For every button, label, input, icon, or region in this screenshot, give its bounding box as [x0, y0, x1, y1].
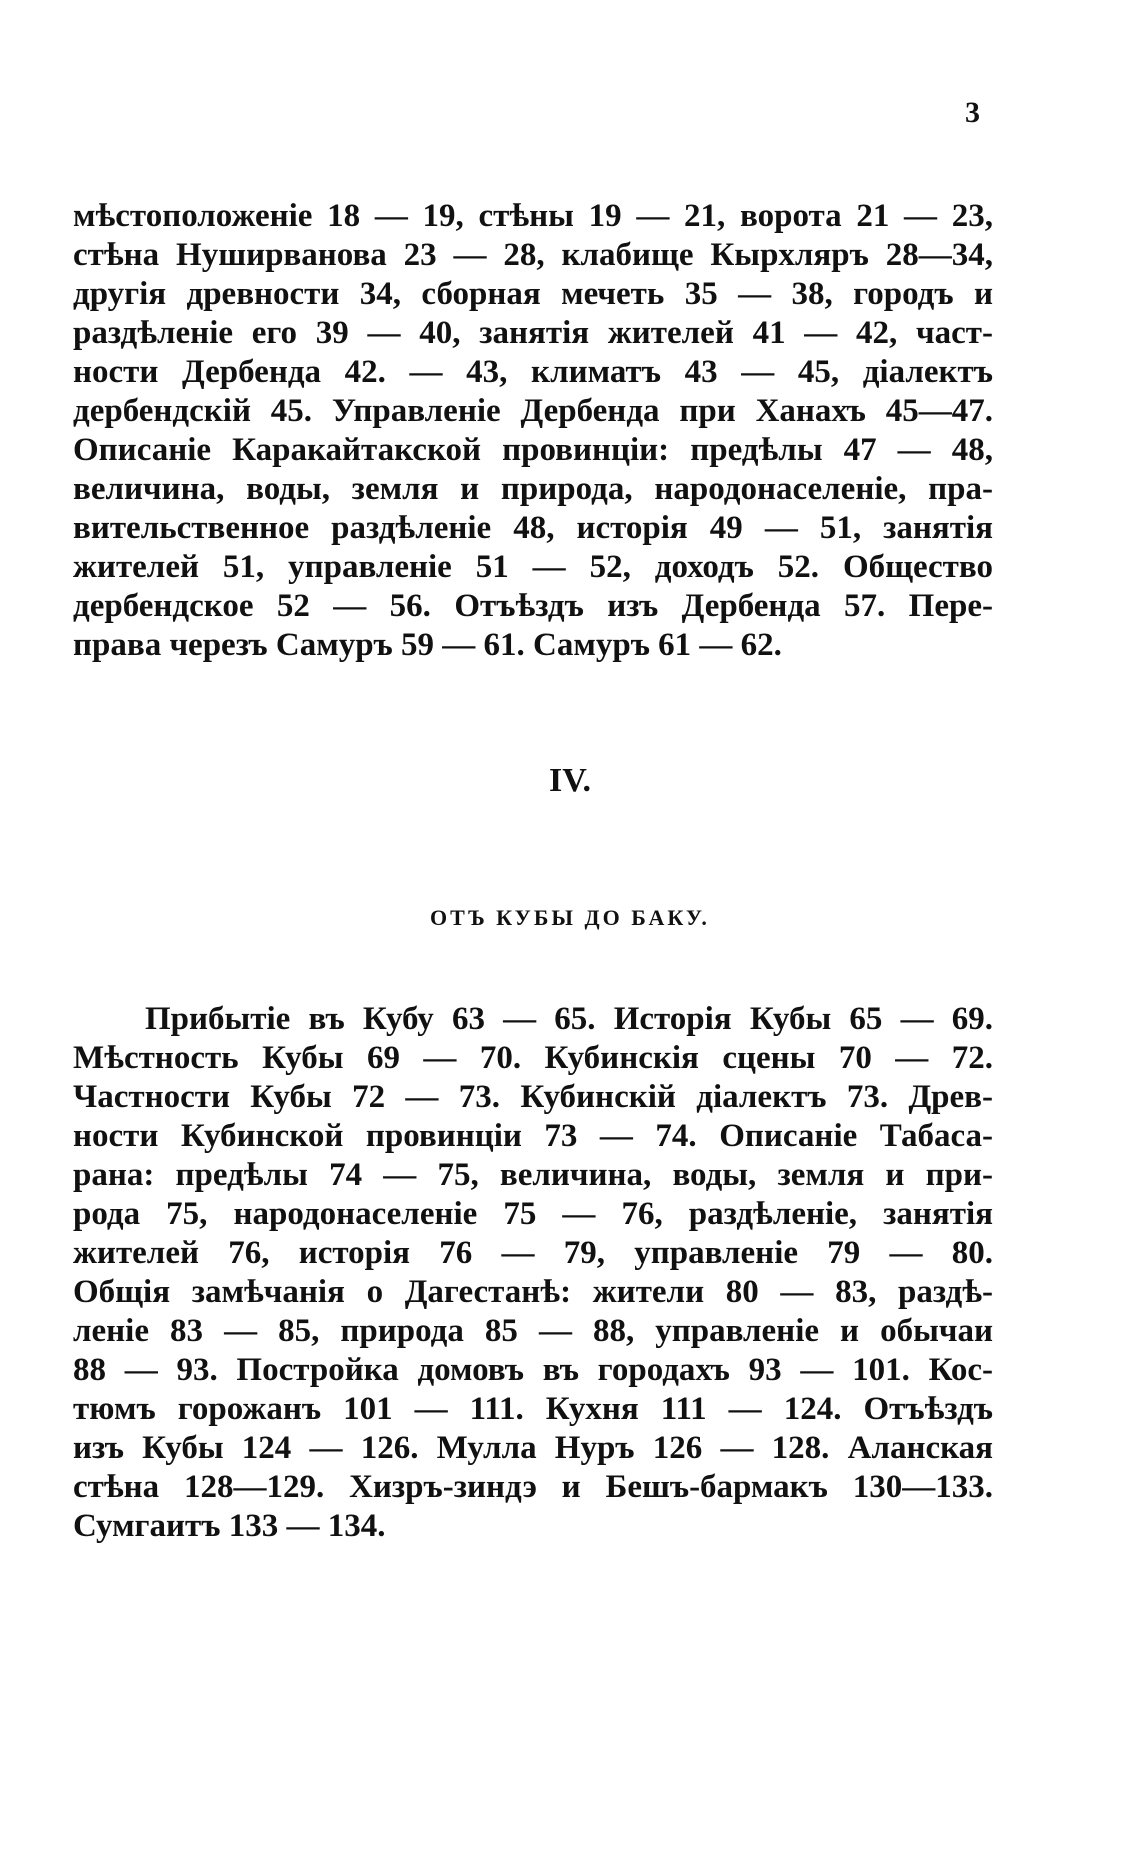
text-line: Частности Кубы 72 — 73. Кубинскій діалектъ 73. Древ-: [73, 1079, 993, 1115]
text-line: дербендскій 45. Управленіе Дербенда при Ханахъ 45—47.: [73, 393, 993, 429]
page-number: 3: [965, 96, 980, 129]
text-line: раздѣленіе его 39 — 40, занятія жителей 41 — 42, част-: [73, 315, 993, 351]
text-line: Сумгаитъ 133 — 134.: [73, 1508, 386, 1544]
text-line: леніе 83 — 85, природа 85 — 88, управленіе и обычаи: [73, 1313, 993, 1349]
text-line: стѣна Нуширванова 23 — 28, клабище Кырхляръ 28—34,: [73, 237, 993, 273]
text-line: дербендское 52 — 56. Отъѣздъ изъ Дербенда 57. Пере-: [73, 588, 993, 624]
text-line: вительственное раздѣленіе 48, исторія 49 — 51, занятія: [73, 510, 993, 546]
text-line: ности Кубинской провинціи 73 — 74. Описаніе Табаса-: [73, 1118, 993, 1154]
section-heading: ОТЪ КУБЫ ДО БАКУ.: [430, 905, 710, 930]
paragraph-contents-part-2: [73, 1000, 993, 1546]
text-line: стѣна 128—129. Хизръ-зиндэ и Бешъ-бармакъ 130—133.: [73, 1469, 993, 1505]
text-line: Описаніе Каракайтакской провинціи: предѣлы 47 — 48,: [73, 432, 993, 468]
text-line: величина, воды, земля и природа, народонаселеніе, пра-: [73, 471, 993, 507]
text-line: изъ Кубы 124 — 126. Мулла Нуръ 126 — 128. Аланская: [73, 1430, 993, 1466]
text-line: Общія замѣчанія о Дагестанѣ: жители 80 — 83, раздѣ-: [73, 1274, 993, 1310]
text-line: права черезъ Самуръ 59 — 61. Самуръ 61 — 62.: [73, 627, 782, 663]
text-line: Мѣстность Кубы 69 — 70. Кубинскія сцены 70 — 72.: [73, 1040, 993, 1076]
text-line: 88 — 93. Постройка домовъ въ городахъ 93 — 101. Кос-: [73, 1352, 993, 1388]
text-line: другія древности 34, сборная мечеть 35 — 38, городъ и: [73, 276, 993, 312]
text-line: рода 75, народонаселеніе 75 — 76, раздѣленіе, занятія: [73, 1196, 993, 1232]
section-numeral: IV.: [549, 762, 591, 799]
text-line: жителей 51, управленіе 51 — 52, доходъ 52. Общество: [73, 549, 993, 585]
text-line: рана: предѣлы 74 — 75, величина, воды, земля и при-: [73, 1157, 993, 1193]
text-line: жителей 76, исторія 76 — 79, управленіе 79 — 80.: [73, 1235, 993, 1271]
paragraph-contents-part-1: [73, 197, 993, 665]
text-line: тюмъ горожанъ 101 — 111. Кухня 111 — 124. Отъѣздъ: [73, 1391, 993, 1427]
text-line: мѣстоположеніе 18 — 19, стѣны 19 — 21, ворота 21 — 23,: [73, 198, 993, 234]
text-line: ности Дербенда 42. — 43, климатъ 43 — 45, діалектъ: [73, 354, 993, 390]
text-line: Прибытіе въ Кубу 63 — 65. Исторія Кубы 65 — 69.: [145, 1001, 993, 1037]
